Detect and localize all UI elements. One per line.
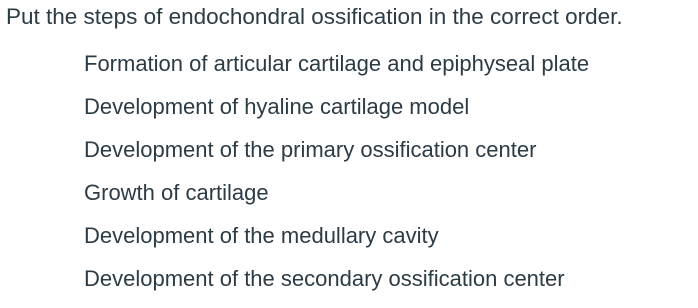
ordering-item-secondary-ossification-center[interactable]: Development of the secondary ossification center — [84, 266, 565, 291]
ordering-list — [84, 50, 589, 308]
ordering-item-articular-cartilage[interactable]: Formation of articular cartilage and epiphyseal plate — [84, 51, 590, 76]
ordering-item-medullary-cavity[interactable]: Development of the medullary cavity — [84, 223, 439, 248]
ordering-item-primary-ossification-center[interactable]: Development of the primary ossification center — [84, 137, 537, 162]
question-prompt: Put the steps of endochondral ossification in the correct order. — [6, 4, 623, 29]
ordering-item-hyaline-cartilage-model[interactable]: Development of hyaline cartilage model — [84, 94, 470, 119]
ordering-item-growth-of-cartilage[interactable]: Growth of cartilage — [84, 180, 269, 205]
